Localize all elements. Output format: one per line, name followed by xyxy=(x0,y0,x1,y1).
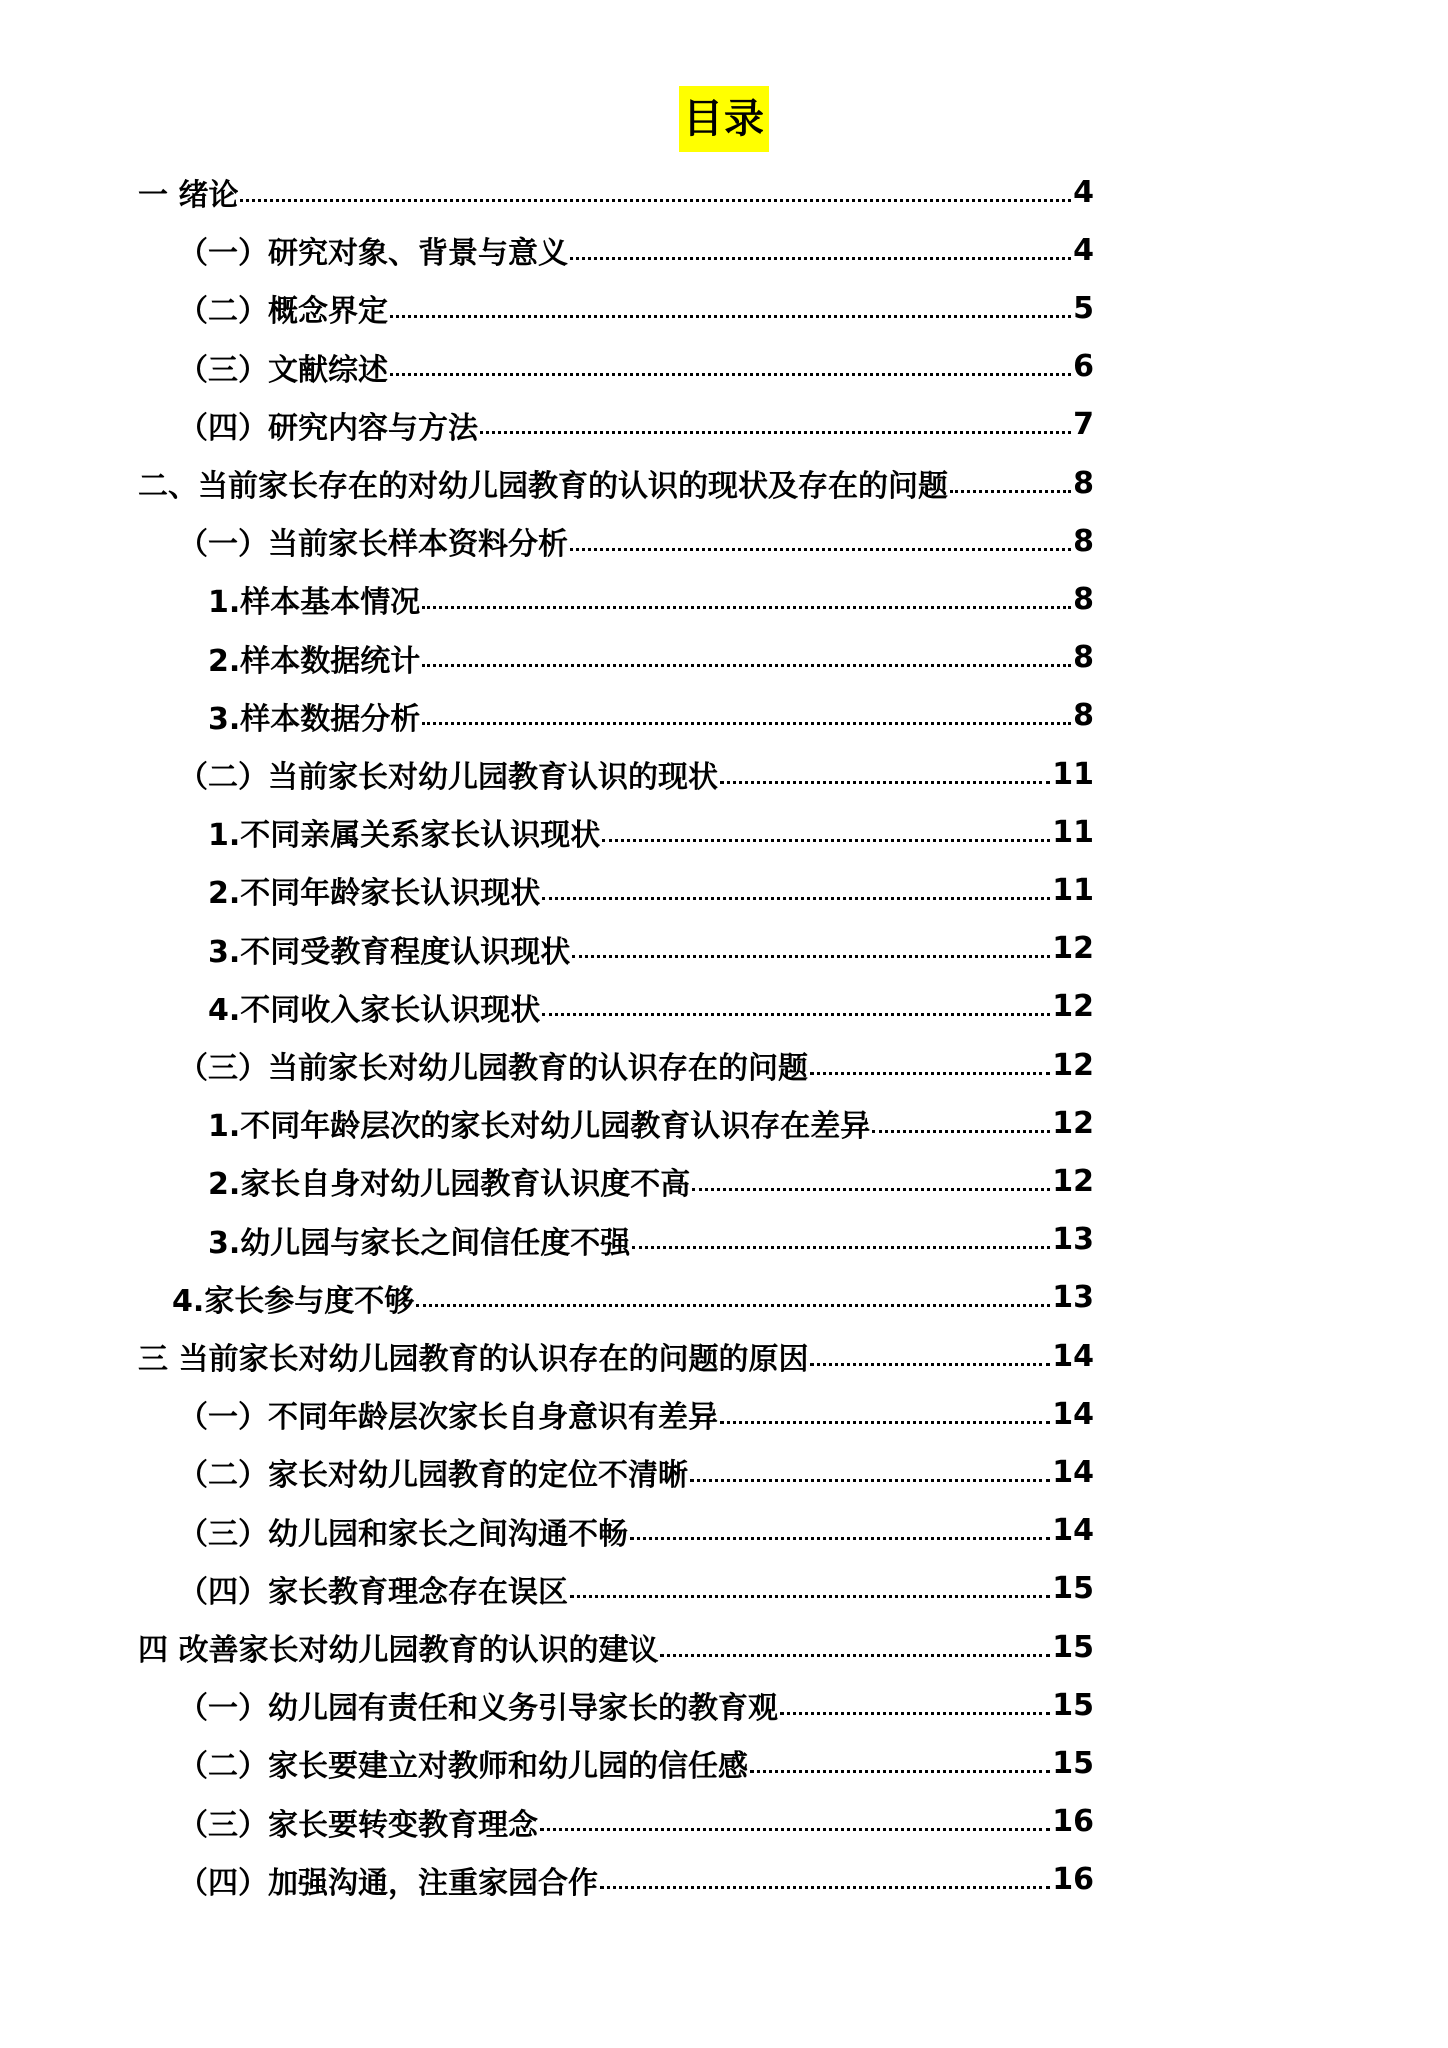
toc-entry-page-number: 16 xyxy=(1052,1804,1094,1840)
toc-entry[interactable] xyxy=(178,221,1094,279)
dot-leader xyxy=(750,1770,1050,1773)
toc-entry[interactable] xyxy=(208,1211,1094,1269)
toc-entry-page-number: 11 xyxy=(1052,872,1094,908)
toc-entry[interactable] xyxy=(208,1094,1094,1152)
toc-entry-page-number: 8 xyxy=(1073,581,1094,617)
toc-entry-page-number: 12 xyxy=(1052,931,1094,967)
toc-entry-label: 3.幼儿园与家长之间信任度不强 xyxy=(208,1225,631,1261)
toc-entry-label: 2.样本数据统计 xyxy=(208,643,421,679)
dot-leader xyxy=(540,1828,1050,1831)
toc-entry[interactable] xyxy=(208,861,1094,919)
toc-entry-page-number: 12 xyxy=(1052,1105,1094,1141)
toc-entry-page-number: 12 xyxy=(1052,1163,1094,1199)
toc-entry[interactable] xyxy=(178,1734,1094,1792)
toc-entry-page-number: 14 xyxy=(1052,1396,1094,1432)
dot-leader xyxy=(660,1654,1050,1657)
toc-entry-page-number: 6 xyxy=(1073,349,1094,385)
toc-entry[interactable] xyxy=(208,687,1094,745)
toc-entry[interactable] xyxy=(208,920,1094,978)
toc-entry[interactable] xyxy=(208,978,1094,1036)
toc-entry-label: （三）家长要转变教育理念 xyxy=(178,1807,538,1843)
toc-entry-page-number: 15 xyxy=(1052,1629,1094,1665)
toc-entry-page-number: 11 xyxy=(1052,756,1094,792)
dot-leader xyxy=(810,1072,1050,1075)
toc-entry-label: （一）当前家长样本资料分析 xyxy=(178,527,568,563)
dot-leader xyxy=(950,490,1071,493)
toc-entry-label: （一）不同年龄层次家长自身意识有差异 xyxy=(178,1400,718,1436)
dot-leader xyxy=(570,257,1071,260)
toc-entry[interactable] xyxy=(178,1560,1094,1618)
toc-entry[interactable] xyxy=(208,1152,1094,1210)
toc-entry[interactable] xyxy=(208,570,1094,628)
toc-entry[interactable] xyxy=(178,1502,1094,1560)
toc-entry[interactable] xyxy=(138,163,1094,221)
toc-entry-label: （四）研究内容与方法 xyxy=(178,410,478,446)
toc-entry[interactable] xyxy=(178,1036,1094,1094)
page-title: 目录 xyxy=(679,86,769,152)
toc-entry[interactable] xyxy=(178,512,1094,570)
toc-entry-label: 1.不同亲属关系家长认识现状 xyxy=(208,818,601,854)
dot-leader xyxy=(872,1130,1050,1133)
toc-entry-label: （一）幼儿园有责任和义务引导家长的教育观 xyxy=(178,1691,778,1727)
dot-leader xyxy=(422,606,1071,609)
toc-entry-page-number: 5 xyxy=(1073,290,1094,326)
toc-entry-label: （三）幼儿园和家长之间沟通不畅 xyxy=(178,1516,628,1552)
toc-entry[interactable] xyxy=(178,396,1094,454)
toc-entry-label: 2.不同年龄家长认识现状 xyxy=(208,876,541,912)
dot-leader xyxy=(240,199,1071,202)
toc-entry-page-number: 15 xyxy=(1052,1745,1094,1781)
toc-entry-label: 1.不同年龄层次的家长对幼儿园教育认识存在差异 xyxy=(208,1109,871,1145)
toc-entry-page-number: 14 xyxy=(1052,1454,1094,1490)
toc-entry-label: （二）家长对幼儿园教育的定位不清晰 xyxy=(178,1458,688,1494)
dot-leader xyxy=(572,955,1050,958)
dot-leader xyxy=(720,1421,1050,1424)
toc-entry-label: （三）当前家长对幼儿园教育的认识存在的问题 xyxy=(178,1051,808,1086)
dot-leader xyxy=(570,548,1071,551)
toc-entry-label: 4.不同收入家长认识现状 xyxy=(208,992,541,1028)
toc-entry[interactable] xyxy=(208,629,1094,687)
toc-entry-label: （四）家长教育理念存在误区 xyxy=(178,1574,568,1610)
toc-entry-page-number: 8 xyxy=(1073,523,1094,559)
toc-entry-page-number: 12 xyxy=(1052,1047,1094,1083)
dot-leader xyxy=(600,1886,1050,1889)
toc-entry-page-number: 13 xyxy=(1052,1222,1094,1258)
dot-leader xyxy=(542,897,1050,900)
dot-leader xyxy=(390,315,1071,318)
dot-leader xyxy=(690,1479,1050,1482)
dot-leader xyxy=(390,373,1071,376)
toc-entry-page-number: 8 xyxy=(1073,465,1094,501)
toc-entry-label: 三 当前家长对幼儿园教育的认识存在的问题的原因 xyxy=(138,1342,809,1377)
toc-entry-label: （一）研究对象、背景与意义 xyxy=(178,236,568,272)
toc-entry-label: 四 改善家长对幼儿园教育的认识的建议 xyxy=(138,1633,659,1668)
toc-entry[interactable] xyxy=(172,1269,1094,1327)
dot-leader xyxy=(422,664,1071,667)
title-container xyxy=(0,86,1448,152)
toc-entry-page-number: 8 xyxy=(1073,698,1094,734)
dot-leader xyxy=(602,839,1050,842)
dot-leader xyxy=(632,1246,1050,1249)
toc-entry[interactable] xyxy=(178,1676,1094,1734)
toc-entry-page-number: 12 xyxy=(1052,989,1094,1025)
toc-entry[interactable] xyxy=(178,1385,1094,1443)
toc-entry[interactable] xyxy=(178,1851,1094,1909)
toc-entry-page-number: 13 xyxy=(1052,1280,1094,1316)
dot-leader xyxy=(422,722,1071,725)
toc-entry-page-number: 7 xyxy=(1073,407,1094,443)
toc-entry-label: （三）文献综述 xyxy=(178,352,388,388)
dot-leader xyxy=(810,1363,1050,1366)
toc-entry-label: 一 绪论 xyxy=(138,178,239,213)
toc-entry-label: 2.家长自身对幼儿园教育认识度不高 xyxy=(208,1167,691,1203)
toc-entry[interactable] xyxy=(178,1443,1094,1501)
toc-entry[interactable] xyxy=(178,279,1094,337)
toc-entry[interactable] xyxy=(208,803,1094,861)
dot-leader xyxy=(780,1712,1050,1715)
toc-entry-page-number: 14 xyxy=(1052,1338,1094,1374)
dot-leader xyxy=(720,781,1050,784)
toc-entry-page-number: 16 xyxy=(1052,1862,1094,1898)
toc-entry-label: 1.样本基本情况 xyxy=(208,585,421,621)
toc-entry[interactable] xyxy=(178,1793,1094,1851)
toc-entry-label: 3.样本数据分析 xyxy=(208,701,421,737)
toc-entry-page-number: 14 xyxy=(1052,1513,1094,1549)
toc-entry[interactable] xyxy=(138,1618,1094,1676)
dot-leader xyxy=(630,1537,1050,1540)
toc-entry-page-number: 8 xyxy=(1073,640,1094,676)
toc-entry-page-number: 15 xyxy=(1052,1687,1094,1723)
toc-entry-label: （四）加强沟通，注重家园合作 xyxy=(178,1865,598,1901)
toc-entry-page-number: 11 xyxy=(1052,814,1094,850)
toc-entry[interactable] xyxy=(178,338,1094,396)
dot-leader xyxy=(542,1013,1050,1016)
dot-leader xyxy=(692,1188,1050,1191)
dot-leader xyxy=(416,1304,1050,1307)
toc-entry[interactable] xyxy=(138,454,1094,512)
toc-entry[interactable] xyxy=(138,1327,1094,1385)
toc-entry-label: 3.不同受教育程度认识现状 xyxy=(208,934,571,970)
toc-entry-page-number: 4 xyxy=(1073,232,1094,268)
toc-entry-label: 二、当前家长存在的对幼儿园教育的认识的现状及存在的问题 xyxy=(138,469,948,504)
toc-entry-label: （二）概念界定 xyxy=(178,294,388,330)
toc-entry-label: （二）当前家长对幼儿园教育认识的现状 xyxy=(178,760,718,795)
toc-entry-label: 4.家长参与度不够 xyxy=(172,1283,415,1319)
dot-leader xyxy=(480,431,1071,434)
toc-entry-page-number: 15 xyxy=(1052,1571,1094,1607)
toc-entry[interactable] xyxy=(178,745,1094,803)
dot-leader xyxy=(570,1595,1050,1598)
toc-entry-label: （二）家长要建立对教师和幼儿园的信任感 xyxy=(178,1749,748,1785)
toc-entry-page-number: 4 xyxy=(1073,174,1094,210)
